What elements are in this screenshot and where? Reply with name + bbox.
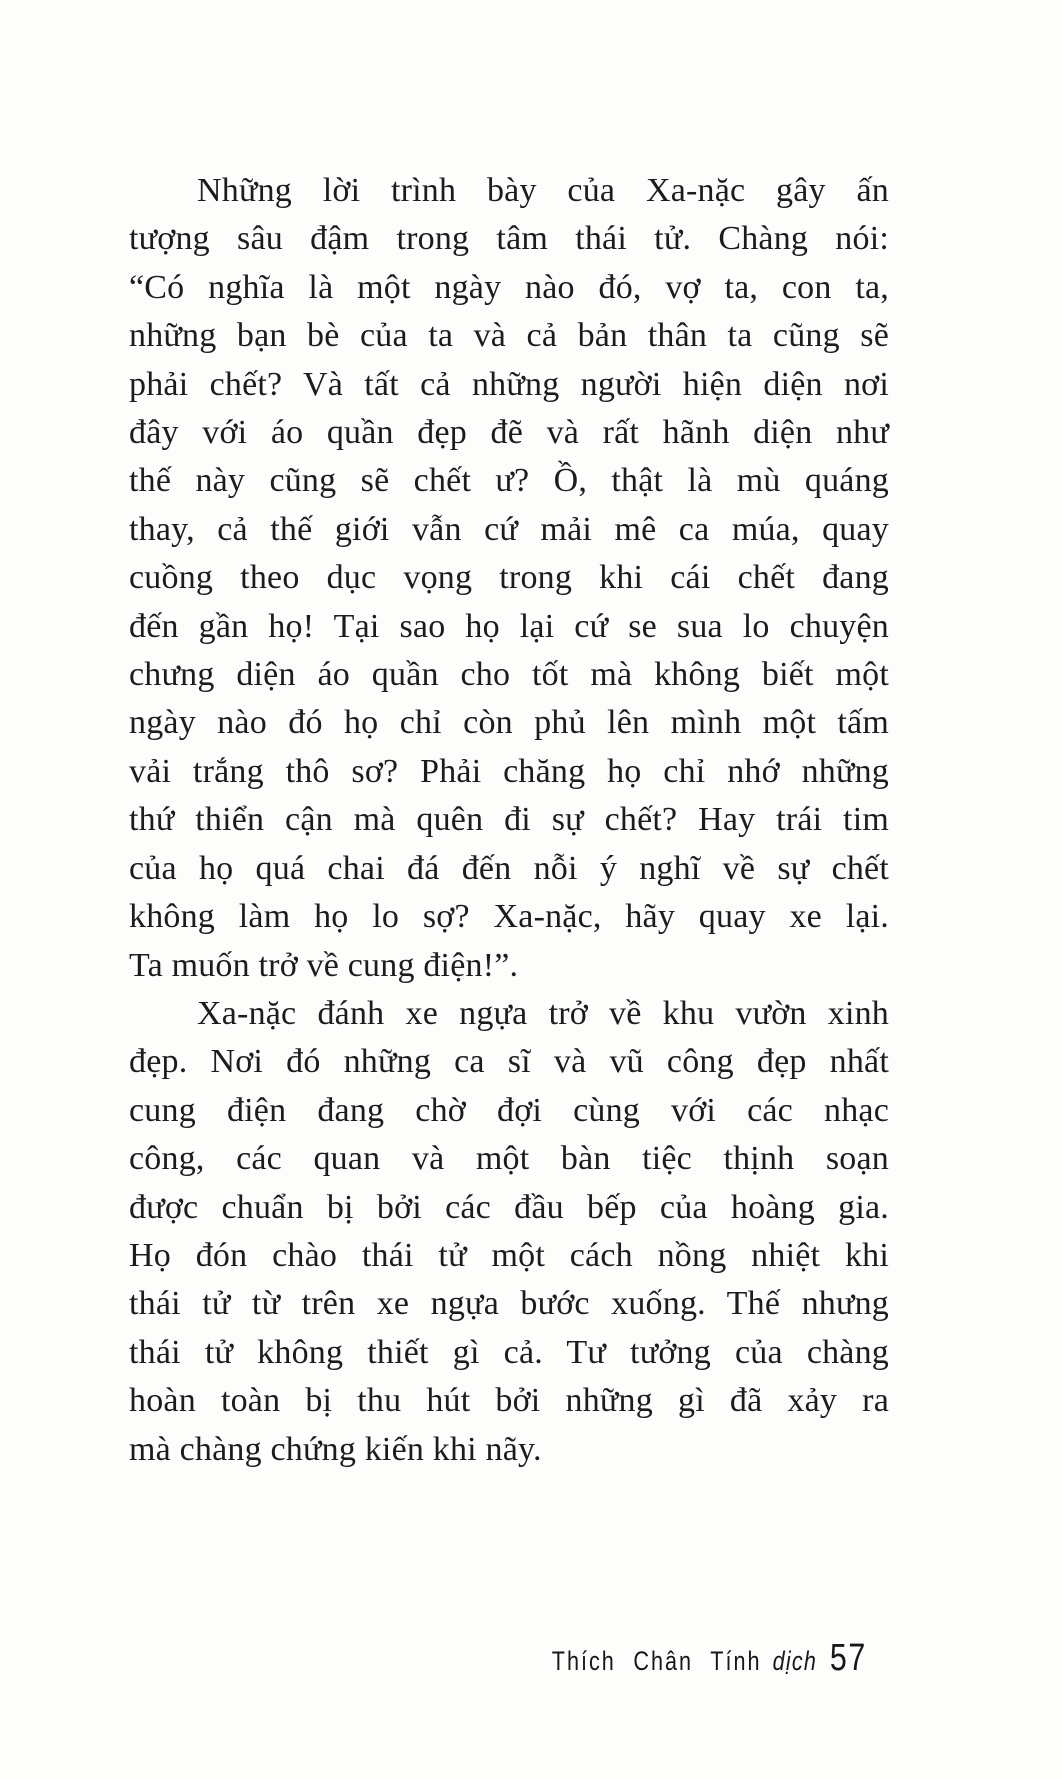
page-footer	[552, 1637, 867, 1680]
footer-translator-role: dịch	[772, 1646, 818, 1676]
text-line: cuồng theo dục vọng trong khi cái chết đang	[129, 559, 889, 597]
text-line: những bạn bè của ta và cả bản thân ta cũng sẽ	[129, 317, 889, 355]
text-line: Ta muốn trở về cung điện!”.	[129, 946, 519, 984]
text-line: cung điện đang chờ đợi cùng với các nhạc	[129, 1091, 889, 1129]
paragraph-2	[129, 990, 889, 1474]
text-line: đến gần họ! Tại sao họ lại cứ se sua lo chuyện	[129, 607, 889, 645]
text-line: phải chết? Và tất cả những người hiện diện nơi	[129, 365, 889, 403]
text-line: Xa-nặc đánh xe ngựa trở về khu vườn xinh	[197, 994, 889, 1032]
footer-page-number: 57	[829, 1637, 867, 1679]
text-line: thay, cả thế giới vẫn cứ mải mê ca múa, quay	[129, 510, 889, 548]
text-line: thái tử không thiết gì cả. Tư tưởng của chàng	[129, 1333, 889, 1371]
text-line: Những lời trình bày của Xa-nặc gây ấn	[197, 172, 889, 209]
text-line: thái tử từ trên xe ngựa bước xuống. Thế nhưng	[129, 1285, 889, 1323]
text-line: “Có nghĩa là một ngày nào đó, vợ ta, con ta,	[129, 268, 889, 306]
text-line: vải trắng thô sơ? Phải chăng họ chỉ nhớ những	[129, 752, 889, 790]
text-line: được chuẩn bị bởi các đầu bếp của hoàng gia.	[129, 1188, 889, 1226]
text-line: ngày nào đó họ chỉ còn phủ lên mình một tấm	[129, 704, 889, 742]
text-line: đẹp. Nơi đó những ca sĩ và vũ công đẹp nhất	[129, 1043, 889, 1081]
body-text	[129, 167, 889, 1474]
text-line: hoàn toàn bị thu hút bởi những gì đã xảy ra	[129, 1382, 889, 1420]
text-line: tượng sâu đậm trong tâm thái tử. Chàng nói:	[129, 220, 889, 258]
text-line: đây với áo quần đẹp đẽ và rất hãnh diện như	[129, 414, 889, 452]
text-line: thế này cũng sẽ chết ư? Ồ, thật là mù quáng	[129, 462, 889, 500]
text-line: Họ đón chào thái tử một cách nồng nhiệt khi	[129, 1236, 889, 1274]
text-line: mà chàng chứng kiến khi nãy.	[129, 1430, 542, 1468]
paragraph-1	[129, 167, 889, 990]
footer-translator-name: Thích Chân Tính	[551, 1646, 762, 1676]
text-line: công, các quan và một bàn tiệc thịnh soạn	[129, 1140, 889, 1178]
text-line: của họ quá chai đá đến nỗi ý nghĩ về sự chết	[129, 849, 889, 887]
text-line: chưng diện áo quần cho tốt mà không biết một	[129, 656, 889, 694]
text-line: không làm họ lo sợ? Xa-nặc, hãy quay xe lại.	[129, 898, 889, 936]
text-line: thứ thiển cận mà quên đi sự chết? Hay trái tim	[129, 801, 889, 839]
